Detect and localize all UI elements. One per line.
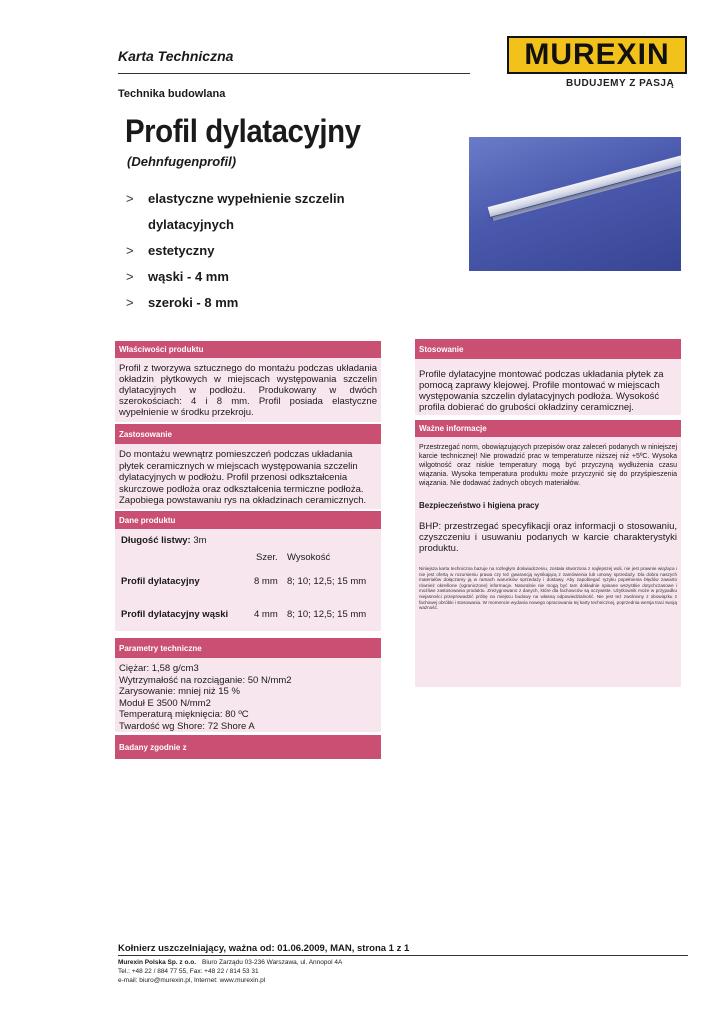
feature-item: > estetyczny	[126, 238, 426, 264]
footer-title: Kołnierz uszczelniający, ważna od: 01.06.2009, MAN, strona 1 z 1	[118, 943, 410, 954]
arrow-icon: >	[126, 243, 134, 258]
footer-phone: Tel.: +48 22 / 884 77 55, Fax: +48 22 / 814 53 31	[118, 968, 259, 975]
page-subtitle: (Dehnfugenprofil)	[127, 154, 237, 169]
bhp-text: BHP: przestrzegać specyfikacji oraz informacji o stosowaniu, czyszczeniu i usuwaniu podanych w karcie charakterystyki produktu.	[419, 521, 677, 554]
feature-item: > elastyczne wypełnienie szczelin dylatacyjnych	[126, 186, 426, 238]
important-info-text: Przestrzegać norm, obowiązujących przepisów oraz zaleceń podanych w niniejszej karcie technicznej! Nie prowadzić prac w temperaturze niższej niż +5ºC. Wysoka wilgotność oraz niskie temperatury mogą być przyczyną wydłużenia czasu wiązania. Wysoka temperatura produktu może przyczynić się do przyśpieszenia wiązania. Nie dodawać żadnych obcych materiałów.	[419, 444, 677, 487]
document-type: Karta Techniczna	[118, 48, 234, 64]
profile-strip	[488, 153, 681, 217]
param-line: Twardość wg Shore: 72 Shore A	[119, 720, 255, 732]
section-header-wlasciwosci: Właściwości produktu	[115, 341, 381, 358]
column-header-height: Wysokość	[287, 552, 331, 563]
arrow-icon: >	[126, 295, 134, 310]
category-label: Technika budowlana	[118, 88, 226, 100]
footer-company: Murexin Polska Sp. z o.o.	[118, 959, 197, 966]
feature-item: > wąski - 4 mm	[126, 264, 426, 290]
header-divider	[118, 73, 470, 74]
section-body-dane	[115, 529, 381, 631]
bhp-heading: Bezpieczeństwo i higiena pracy	[419, 501, 540, 510]
length-line: Długość listwy: 3m	[121, 535, 207, 546]
arrow-icon: >	[126, 269, 134, 284]
param-line: Zarysowanie: mniej niż 15 %	[119, 686, 240, 697]
column-header-width: Szer.	[256, 552, 278, 563]
disclaimer-text: Niniejsza karta techniczna bazuje na rozległym doświadczeniu, została stworzona z najlepszej woli, nie jest prawnie wiążąca i nie jest ofertą w rozumieniu prawa czy też gwarancją wynikającą z zamówienia lub umowy sprzedaży. Dla dobra naszych materiałów dołączamy ją w ramach warunków sprzedaży i dostawy. Aby zapobiegać ryzyku popełnienia błędów zawarto również określone (ograniczone) informacje. Naturalnie nie mogą być tam dokładnie opisane wszystkie dotychczasowe i możliwe zastosowania produktu. Zrezygnowano z danych, które dla fachowców są oczywiste. Użytkownik może w przypadku niejasności przeprowadzić próbę na miejscu budowy na własną odpowiedzialność. Nie jest też zwolniony z obowiązku z fachowej obróbki i stosowania. W momencie wydania nowego opracowania tej karty technicznej, poprzednia wersja traci swoją ważność.	[419, 566, 677, 611]
table-row-width: 8 mm	[254, 576, 278, 587]
page-title: Profil dylatacyjny	[125, 113, 361, 149]
section-body-wazne	[415, 437, 681, 687]
product-photo	[469, 137, 681, 271]
section-header-dane: Dane produktu	[115, 511, 381, 529]
logo-text: MUREXIN	[524, 38, 670, 71]
section-body-parametry	[115, 658, 381, 732]
murexin-logo	[507, 36, 687, 74]
table-row-name: Profil dylatacyjny	[121, 576, 200, 587]
feature-list	[126, 186, 426, 316]
slogan: BUDUJEMY Z PASJĄ	[566, 78, 675, 89]
table-row-width: 4 mm	[254, 609, 278, 620]
footer-web: e-mail: biuro@murexin.pl, Internet: www.murexin.pl	[118, 977, 266, 984]
table-row-name: Profil dylatacyjny wąski	[121, 609, 229, 620]
section-header-stosowanie: Stosowanie	[415, 339, 681, 359]
arrow-icon: >	[126, 191, 134, 206]
section-body-wlasciwosci: Profil z tworzywa sztucznego do montażu podczas układania okładzin płytkowych w miejscach występowania szczelin dylatacyjnych w podłożu. Produkowany w dwóch szerokościach: 4 i 8 mm. Profil posiada elastyczne wypełnienie w środku przekroju.	[115, 358, 381, 422]
section-header-zastosowanie: Zastosowanie	[115, 424, 381, 444]
table-row-heights: 8; 10; 12,5; 15 mm	[287, 609, 367, 620]
section-header-parametry: Parametry techniczne	[115, 638, 381, 658]
param-line: Moduł E 3500 N/mm2	[119, 697, 211, 709]
section-header-badany: Badany zgodnie z	[115, 735, 381, 759]
section-body-stosowanie: Profile dylatacyjne montować podczas układania płytek za pomocą zaprawy klejowej. Profile montować w miejscach występowania szczelin dylatacyjnych podłoża. Wysokość profila dobierać do grubości okładziny ceramicznej.	[415, 359, 681, 415]
footer-divider	[118, 955, 688, 956]
param-line: Temperaturą mięknięcia: 80 ºC	[119, 709, 249, 720]
feature-item: > szeroki - 8 mm	[126, 290, 426, 316]
param-line: Ciężar: 1,58 g/cm3	[119, 663, 199, 674]
footer-address: Biuro Zarządu 03-236 Warszawa, ul. Annopol 4A	[202, 959, 343, 966]
table-row-heights: 8; 10; 12,5; 15 mm	[287, 576, 367, 587]
section-body-zastosowanie: Do montażu wewnątrz pomieszczeń podczas układania płytek ceramicznych w miejscach występowania szczelin dylatacyjnych w podłożu. Profil przenosi odkształcenia skurczowe podłoża oraz odkształcenia termiczne podłoża. Zapobiega powstawaniu rys na okładzinach ceramicznych.	[115, 444, 381, 509]
section-header-wazne: Ważne informacje	[415, 420, 681, 437]
param-line: Wytrzymałość na rozciąganie: 50 N/mm2	[119, 674, 292, 686]
